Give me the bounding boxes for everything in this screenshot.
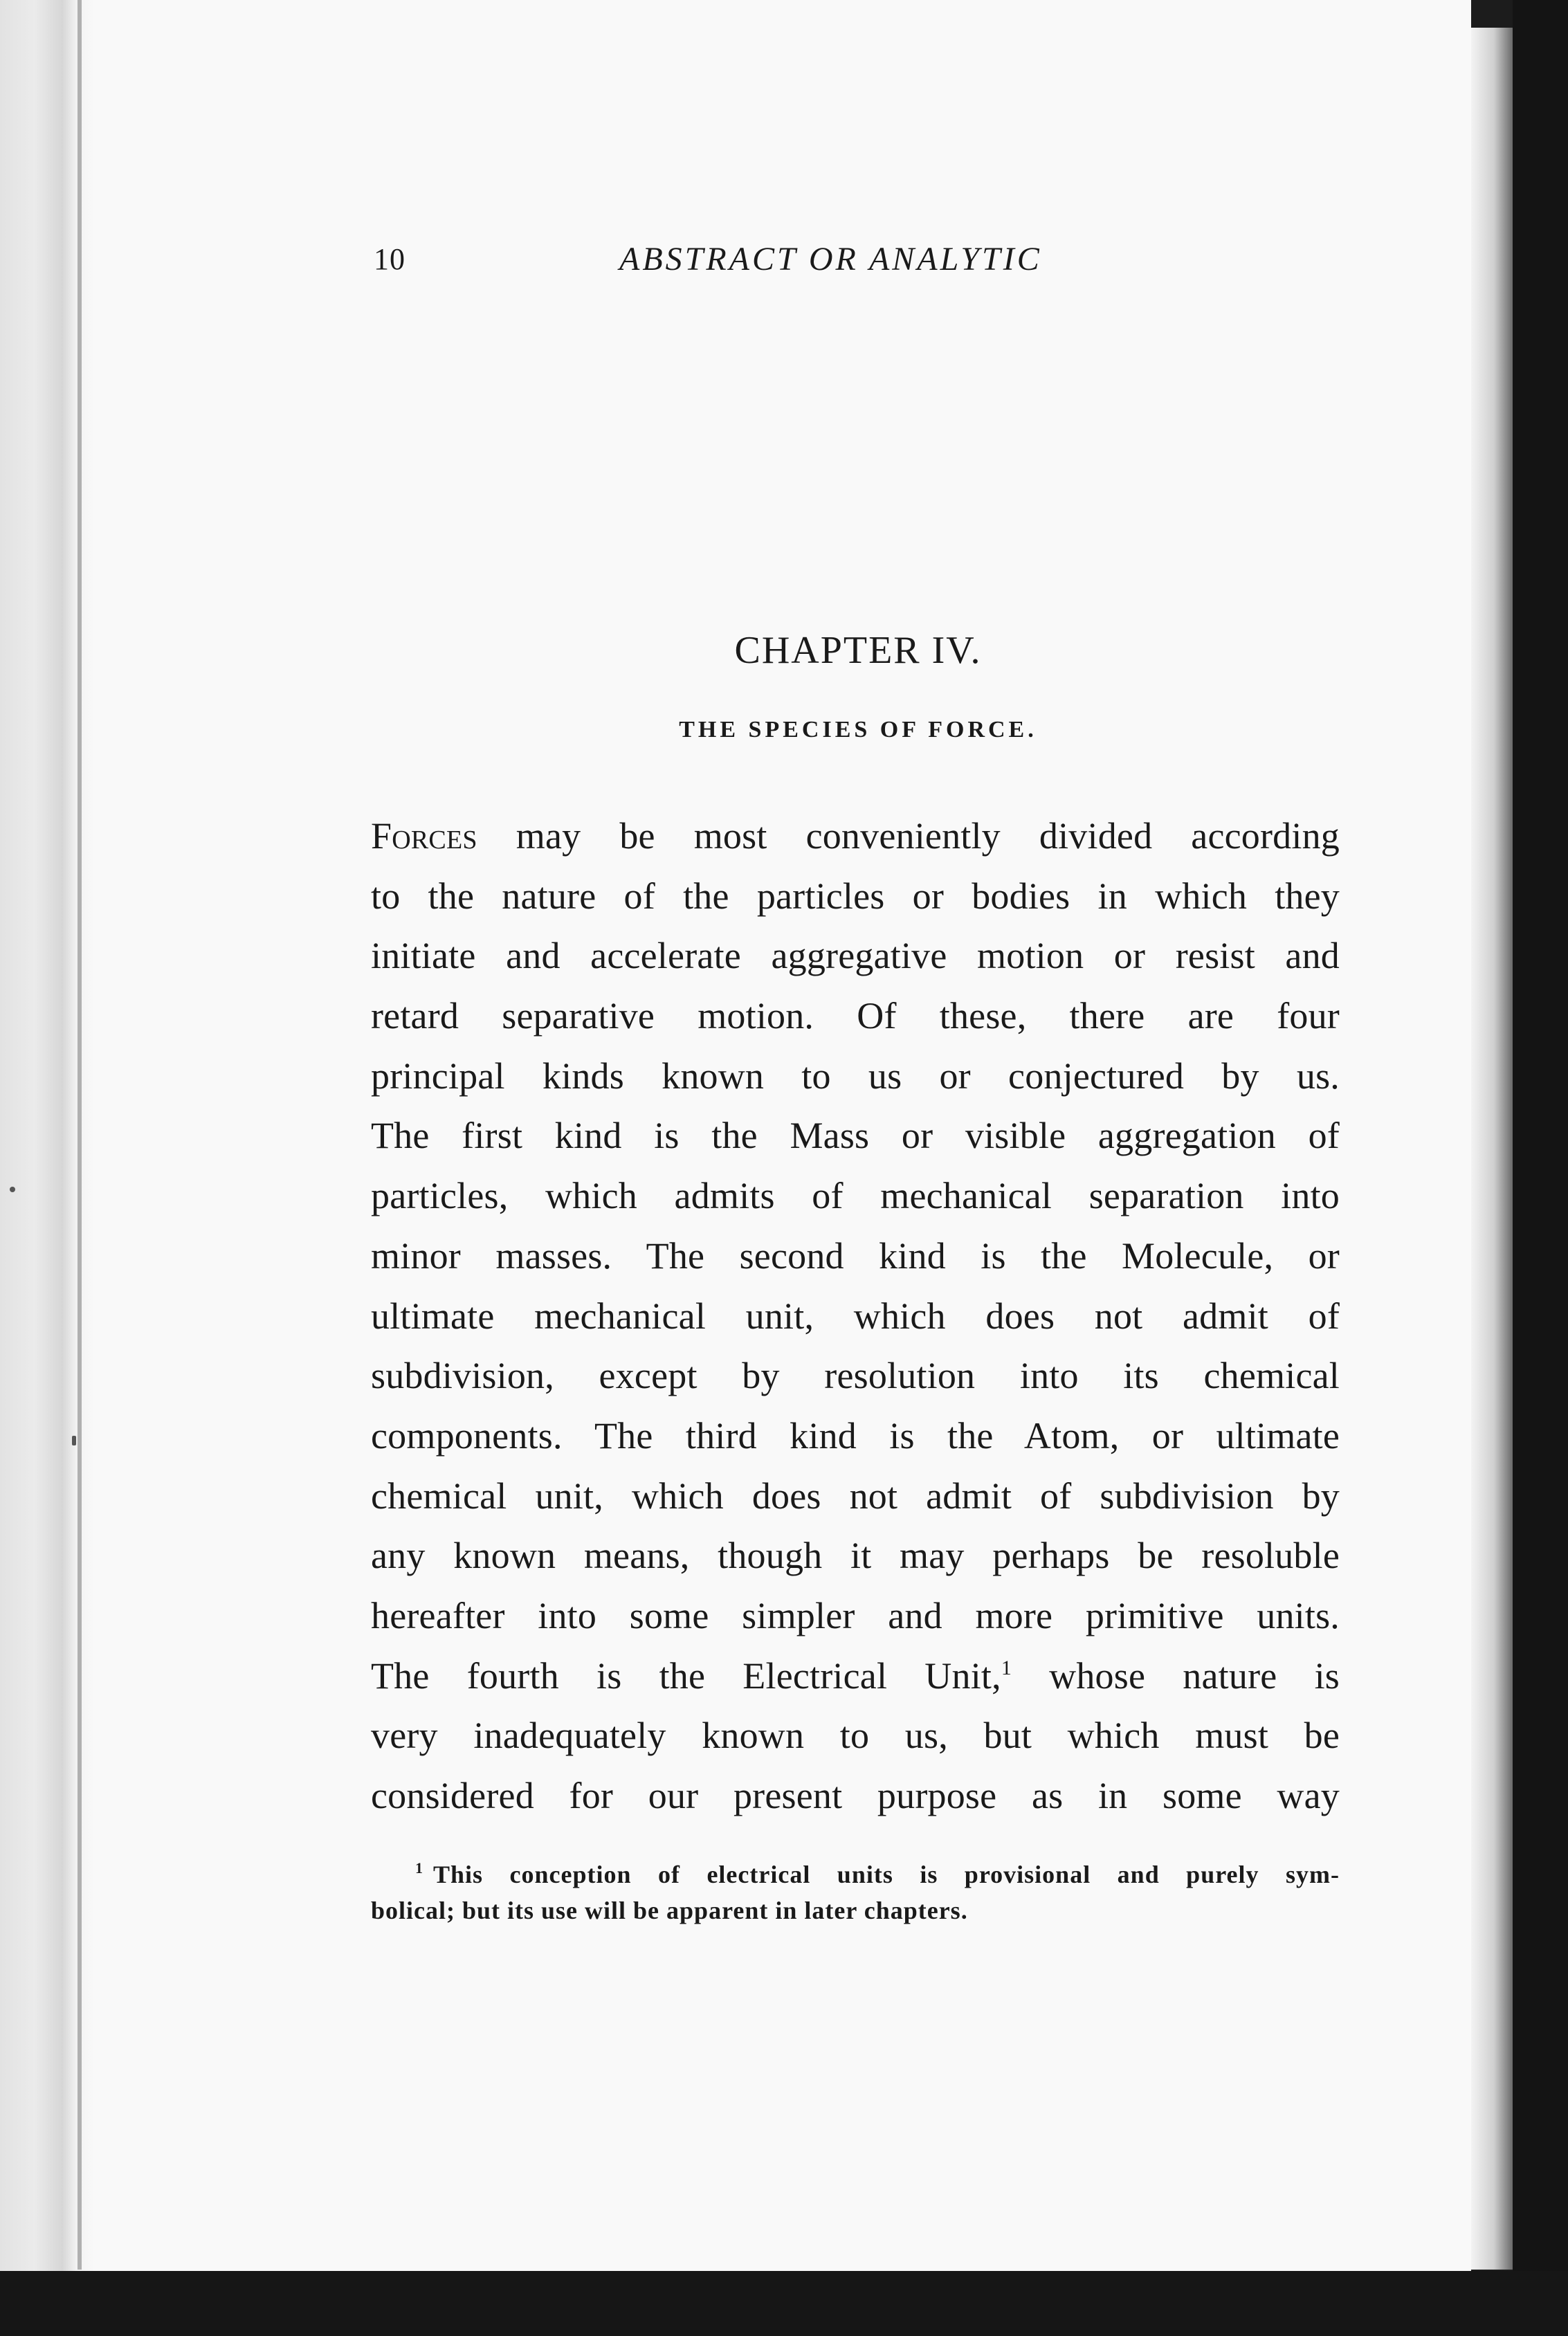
- text-line: very inadequately known to us, but which must be: [371, 1715, 1340, 1757]
- chapter-subtitle: THE SPECIES OF FORCE.: [679, 717, 1037, 742]
- running-title: ABSTRACT OR ANALYTIC: [619, 241, 1042, 277]
- text-line: [371, 806, 1340, 866]
- binding-line: [78, 0, 82, 2270]
- text-line: retard separative motion. Of these, there are four: [371, 995, 1340, 1037]
- running-head: [374, 235, 1425, 284]
- scanner-background-right: [1513, 0, 1568, 2336]
- text-line: initiate and accelerate aggregative motion or resist and: [371, 935, 1340, 977]
- text-line: particles, which admits of mechanical separation into: [371, 1175, 1340, 1217]
- text-line: ultimate mechanical unit, which does not admit of: [371, 1295, 1340, 1337]
- footnote-text: This conception of electrical units is provisional and purely sym-: [433, 1861, 1340, 1888]
- text-line-content: may be most conveniently divided according: [477, 815, 1340, 857]
- footnote-marker: 1: [415, 1859, 423, 1877]
- text-line: minor masses. The second kind is the Molecule, or: [371, 1234, 1340, 1277]
- text-line: hereafter into some simpler and more primitive units.: [371, 1594, 1340, 1636]
- text-line: considered for our present purpose as in some way: [371, 1775, 1340, 1816]
- text-line: [371, 1646, 1340, 1706]
- footnote-reference: 1: [1001, 1656, 1012, 1679]
- scan-speck: [10, 1187, 15, 1192]
- text-line: The first kind is the Mass or visible aggregation of: [371, 1115, 1340, 1157]
- scan-speck: [72, 1436, 76, 1445]
- text-line-content: whose nature is: [1012, 1654, 1340, 1697]
- text-line-content: The fourth is the Electrical Unit,: [371, 1654, 1001, 1697]
- chapter-title: CHAPTER IV.: [734, 629, 982, 672]
- page-edge-shadow: [1471, 28, 1513, 2270]
- footnote-line: [371, 1856, 1340, 1892]
- text-line: any known means, though it may perhaps be resoluble: [371, 1535, 1340, 1577]
- text-line: components. The third kind is the Atom, or ultimate: [371, 1414, 1340, 1457]
- scanner-background-bottom: [0, 2271, 1568, 2336]
- text-line: subdivision, except by resolution into its chemical: [371, 1355, 1340, 1397]
- footnote: [371, 1856, 1340, 1928]
- opening-word: Forces: [371, 815, 477, 857]
- binding-edge: [0, 0, 97, 2336]
- text-line: principal kinds known to us or conjectured by us.: [371, 1055, 1340, 1097]
- footnote-line: bolical; but its use will be apparent in later chapters.: [371, 1897, 968, 1924]
- text-line: to the nature of the particles or bodies in which they: [371, 875, 1340, 917]
- page-number: 10: [374, 242, 405, 276]
- text-line: chemical unit, which does not admit of subdivision by: [371, 1475, 1340, 1517]
- body-paragraph: [371, 806, 1340, 1826]
